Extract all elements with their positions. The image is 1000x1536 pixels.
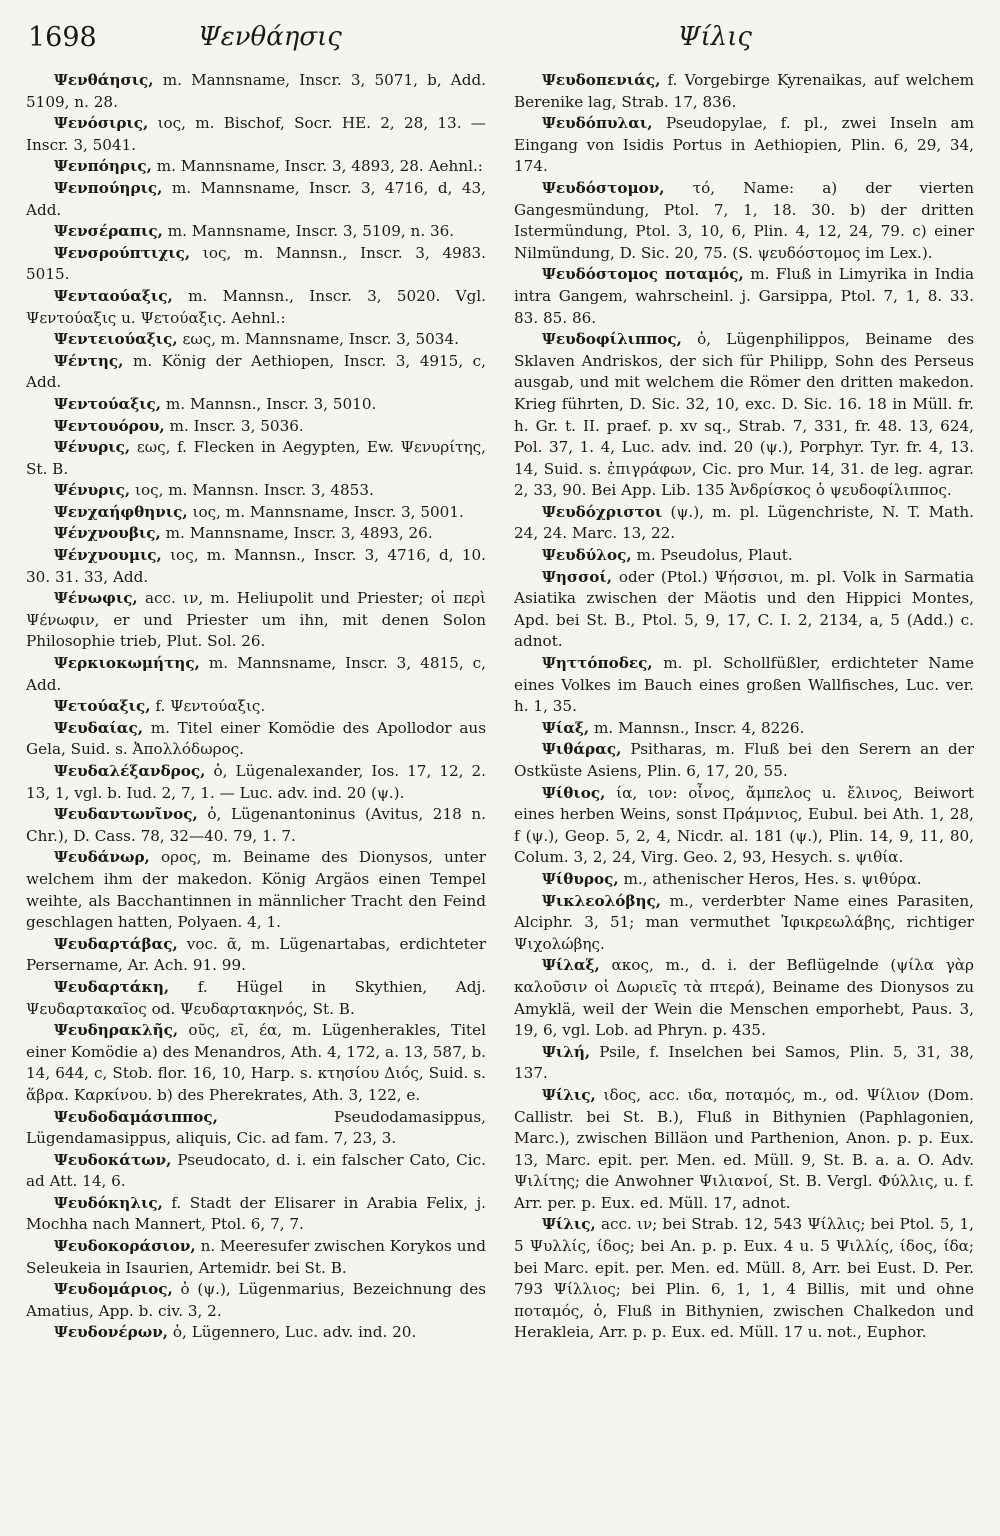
- dictionary-entry: [26, 243, 486, 286]
- entry-text: ιος, m. Bischof, Socr. HE. 2, 28, 13. — Inscr. 3, 5041.: [26, 114, 486, 154]
- dictionary-entry: [514, 955, 974, 1041]
- entry-headword: Ψευδύλος,: [542, 546, 632, 565]
- dictionary-entry: [514, 869, 974, 891]
- entry-headword: Ψερκιοκωμήτης,: [54, 654, 200, 673]
- entry-text: εως, f. Flecken in Aegypten, Ew. Ψενυρίτης, St. B.: [26, 438, 486, 478]
- entry-headword: Ψευδοδαμάσιππος,: [54, 1107, 218, 1126]
- entry-text: f. Hügel in Skythien, Adj. Ψευδαρτακαῖος od. Ψευδαρτακηνός, St. B.: [26, 977, 486, 1018]
- dictionary-entry: [26, 696, 486, 718]
- right-column: [514, 70, 974, 1528]
- left-running-headword: Ψενθάησις: [198, 22, 342, 52]
- dictionary-entry: [26, 156, 486, 178]
- entry-text: m. Mannsname, Inscr. 3, 4893, 28. Aehnl.:: [156, 157, 483, 176]
- dictionary-entry: [26, 70, 486, 113]
- dictionary-entry: [26, 221, 486, 243]
- dictionary-entry: [26, 178, 486, 221]
- entry-text: m. Mannsname, Inscr. 3, 4893, 26.: [165, 524, 433, 543]
- entry-headword: Ψίαξ,: [542, 718, 590, 737]
- entry-text: acc. ιν, m. Heliupolit und Priester; οἱ περὶ Ψένωφιν, er und Priester um ihn, mit denen Solon Philosophie trieb, Plut. Sol. 26.: [26, 589, 486, 651]
- dictionary-entry: [26, 329, 486, 351]
- entry-text: τό, Name: a) der vierten Gangesmündung, Ptol. 7, 1, 18. 30. b) der dritten Istermündung, Ptol. 3, 10, 6, Plin. 4, 12, 24, 79. c) einer Nilmündung, D. Sic. 20, 75. (S. ψευδόστομος im Lex.).: [514, 178, 974, 262]
- entry-headword: Ψευδαίας,: [54, 718, 144, 737]
- entry-text: ιος, m. Mannsname, Inscr. 3, 5001.: [192, 502, 464, 521]
- entry-text: ιος, m. Mannsn., Inscr. 3, 4716, d, 10. 30. 31. 33, Add.: [26, 546, 486, 586]
- entry-text: m., verderbter Name eines Parasiten, Alciphr. 3, 51; man vermuthet Ἰφικρεωλάβης, richtiger Ψιχολώβης.: [514, 891, 974, 953]
- dictionary-entry: [514, 264, 974, 329]
- dictionary-entry: [26, 545, 486, 588]
- entry-text: Pseudopylae, f. pl., zwei Inseln am Eingang von Isidis Portus in Aethiopien, Plin. 6, 29, 34, 174.: [514, 114, 974, 176]
- entry-text: m. Mannsname, Inscr. 3, 4815, c, Add.: [26, 654, 486, 694]
- dictionary-entry: [26, 1236, 486, 1279]
- entry-headword: Ψίθιος,: [542, 783, 606, 802]
- entry-text: ὁ, Lügenphilippos, Beiname des Sklaven Andriskos, der sich für Philipp, Sohn des Perseus ausgab, und mit welchem die Römer den dritten makedon. Krieg führten, D. Sic. 32, 10, exc. D. Sic. 16. 18 in Müll. fr. h. Gr. t. II. praef. p. xv sq., Strab. 7, 331, fr. 48. 13, 624, Pol. 37, 1. 4, Luc. adv. ind. 20 (ψ.), Porphyr. Tyr. fr. 4, 13. 14, Suid. s. ἐπιγράφων, Cic. pro Mur. 14, 31. de leg. agrar. 2, 33, 90. Bei App. Lib. 135 Ἀνδρίσκος ὁ ψευδοφίλιππος.: [514, 330, 974, 500]
- dictionary-entry: [514, 653, 974, 718]
- dictionary-entry: [514, 1085, 974, 1215]
- entry-headword: Ψησσοί,: [542, 567, 613, 586]
- entry-headword: Ψεντουόρου,: [54, 416, 165, 435]
- entry-text: ὁ, Lügennero, Luc. adv. ind. 20.: [172, 1323, 417, 1342]
- entry-headword: Ψευδόχριστοι: [542, 502, 663, 521]
- entry-text: οῦς, εῖ, έα, m. Lügenherakles, Titel einer Komödie a) des Menandros, Ath. 4, 172, a. 13, 587, b. 14, 644, c, Stob. flor. 16, 10, Harp. s. κτησίου Διός, Suid. s. ἅβρα. Καρκίνου. b) des Pherekrates, Ath. 3, 122, e.: [26, 1021, 486, 1104]
- dictionary-entry: [26, 934, 486, 977]
- dictionary-entry: [26, 761, 486, 804]
- entry-headword: Ψετούαξις,: [54, 697, 151, 716]
- entry-text: ορος, m. Beiname des Dionysos, unter welchem ihm der makedon. König Argäos einen Tempel weihte, als Bacchantinnen in männlicher Tracht den Feind geschlagen hatten, Polyaen. 4, 1.: [26, 848, 486, 932]
- entry-headword: Ψευδόπυλαι,: [542, 114, 653, 133]
- entry-headword: Ψενθάησις,: [54, 71, 154, 89]
- entry-headword: Ψιλή,: [542, 1042, 591, 1061]
- entry-headword: Ψευδάνωρ,: [54, 848, 150, 867]
- dictionary-entry: [26, 1150, 486, 1193]
- entry-headword: Ψίθυρος,: [542, 869, 619, 888]
- dictionary-entry: [514, 739, 974, 782]
- entry-headword: Ψένχνουβις,: [54, 524, 161, 543]
- entry-headword: Ψενχαήφθηνις,: [54, 502, 188, 521]
- entry-text: m. Pseudolus, Plaut.: [636, 546, 793, 565]
- entry-text: f. Ψεντούαξις.: [155, 697, 266, 716]
- entry-text: m. Mannsn., Inscr. 4, 8226.: [594, 718, 805, 737]
- entry-text: ακος, m., d. i. der Beflügelnde (ψίλα γὰρ καλοῦσιν οἱ Δωριεῖς τὰ πτερά), Beiname des Dionysos zu Amyklä, weil der Wein die Menschen emporhebt, Paus. 3, 19, 6, vgl. Lob. ad Phryn. p. 435.: [514, 956, 974, 1040]
- page-number: 1698: [28, 22, 97, 53]
- entry-headword: Ψευδόκηλις,: [54, 1193, 163, 1212]
- entry-headword: Ψίλαξ,: [542, 956, 600, 975]
- dictionary-entry: [26, 502, 486, 524]
- entry-headword: Ψένωφις,: [54, 589, 138, 608]
- entry-text: m., athenischer Heros, Hes. s. ψιθύρα.: [623, 869, 922, 888]
- dictionary-entry: [514, 783, 974, 869]
- dictionary-entry: [514, 1042, 974, 1085]
- entry-text: m. Mannsname, Inscr. 3, 4716, d, 43, Add.: [26, 178, 486, 219]
- entry-headword: Ψεντούαξις,: [54, 394, 162, 413]
- entry-text: Psitharas, m. Fluß bei den Serern an der Ostküste Asiens, Plin. 6, 17, 20, 55.: [514, 740, 974, 780]
- entry-headword: Ψευδοφίλιππος,: [542, 330, 682, 349]
- entry-text: m. Mannsname, Inscr. 3, 5071, b, Add. 5109, n. 28.: [26, 71, 486, 111]
- entry-headword: Ψενπόηρις,: [54, 157, 152, 176]
- dictionary-entry: [26, 1322, 486, 1344]
- entry-headword: Ψένυρις,: [54, 438, 131, 457]
- entry-headword: Ψευδοπενιάς,: [542, 71, 661, 89]
- entry-text: ιος, m. Mannsn. Inscr. 3, 4853.: [135, 481, 374, 500]
- entry-text: oder (Ptol.) Ψήσσιοι, m. pl. Volk in Sarmatia Asiatika zwischen der Mäotis und den Hippici Montes, Apd. bei St. B., Ptol. 5, 9, 17, C. I. 2, 2134, a, 5 (Add.) c. adnot.: [514, 567, 974, 651]
- dictionary-entry: [26, 1107, 486, 1150]
- dictionary-entry: [26, 1020, 486, 1106]
- dictionary-entry: [26, 847, 486, 933]
- entry-headword: Ψενπούηρις,: [54, 178, 163, 197]
- entry-text: ὁ, Lügenalexander, Ios. 17, 12, 2. 13, 1, vgl. b. Iud. 2, 7, 1. — Luc. adv. ind. 20 (ψ.).: [26, 762, 486, 802]
- entry-text: m. Mannsn., Inscr. 3, 5010.: [165, 394, 377, 413]
- left-column: [26, 70, 486, 1528]
- entry-text: f. Stadt der Elisarer in Arabia Felix, j. Mochha nach Mannert, Ptol. 6, 7, 7.: [26, 1193, 486, 1234]
- dictionary-entry: [514, 502, 974, 545]
- entry-text: n. Meeresufer zwischen Korykos und Seleukeia in Isaurien, Artemidr. bei St. B.: [26, 1237, 486, 1277]
- entry-text: voc. ᾶ, m. Lügenartabas, erdichteter Persername, Ar. Ach. 91. 99.: [26, 934, 486, 975]
- dictionary-entry: [514, 718, 974, 740]
- entry-headword: Ψικλεολόβης,: [542, 891, 662, 910]
- page-header: [28, 18, 972, 62]
- entry-headword: Ψέντης,: [54, 351, 124, 370]
- entry-headword: Ψενσέραπις,: [54, 222, 163, 241]
- dictionary-entry: [26, 416, 486, 438]
- dictionary-entry: [514, 329, 974, 502]
- entry-text: ιδος, acc. ιδα, ποταμός, m., od. Ψίλιον (Dom. Callistr. bei St. B.), Fluß in Bithynien (Paphlagonien, Marc.), zwischen Billäon und Parthenion, Anon. p. p. Eux. 13, Marc. epit. per. Men. ed. Müll. 9, St. B. a. a. O. Adv. Ψιλίτης; die Anwohner Ψιλιανοί, St. B. Vergl. Φύλλις, u. f. Arr. per. p. Eux. ed. Müll. 17, adnot.: [514, 1085, 974, 1212]
- entry-text: m. Mannsname, Inscr. 3, 5109, n. 36.: [167, 222, 455, 241]
- entry-text: m. König der Aethiopen, Inscr. 3, 4915, c, Add.: [26, 351, 486, 392]
- entry-headword: Ψίλις,: [542, 1085, 596, 1104]
- entry-text: (ψ.), m. pl. Lügenchriste, N. T. Math. 24, 24. Marc. 13, 22.: [514, 502, 974, 543]
- entry-text: acc. ιν; bei Strab. 12, 543 Ψίλλις; bei Ptol. 5, 1, 5 Ψυλλίς, ίδος; bei An. p. p. Eux. 4 u. 5 Ψιλλίς, ίδος, ίδα; bei Marc. epit. per. Men. ed. Müll. 8, Arr. bei Eust. D. Per. 793 Ψίλλιος; bei Plin. 6, 1, 1, 4 Billis, mit und ohne ποταμός, ὁ, Fluß in Bithynien, zwischen Chalkedon und Herakleia, Arr. p. p. Eux. ed. Müll. 17 u. not., Euphor.: [514, 1215, 974, 1342]
- entry-text: m. Inscr. 3, 5036.: [169, 416, 304, 435]
- entry-text: m. Mannsn., Inscr. 3, 5020. Vgl. Ψεντούαξις u. Ψετούαξις. Aehnl.:: [26, 286, 486, 327]
- entry-headword: Ψευδομάριος,: [54, 1280, 173, 1299]
- entry-headword: Ψευδοκάτων,: [54, 1150, 172, 1169]
- entry-text: ιος, m. Mannsn., Inscr. 3, 4983. 5015.: [26, 243, 486, 284]
- dictionary-entry: [514, 178, 974, 264]
- dictionary-entry: [514, 891, 974, 956]
- dictionary-entry: [26, 588, 486, 653]
- entry-headword: Ψευδαλέξανδρος,: [54, 762, 206, 780]
- entry-text: m. Titel einer Komödie des Apollodor aus Gela, Suid. s. Ἀπολλόδωρος.: [26, 718, 486, 759]
- entry-headword: Ψευδαντωνῖνος,: [54, 805, 198, 824]
- entry-headword: Ψευδόστομος ποταμός,: [542, 265, 744, 284]
- dictionary-entry: [26, 286, 486, 329]
- entry-headword: Ψευδονέρων,: [54, 1323, 169, 1342]
- dictionary-entry: [514, 113, 974, 178]
- dictionary-entry: [26, 977, 486, 1020]
- dictionary-entry: [26, 1279, 486, 1322]
- entry-headword: Ψένχνουμις,: [54, 546, 162, 565]
- entry-text: f. Vorgebirge Kyrenaikas, auf welchem Berenike lag, Strab. 17, 836.: [514, 71, 974, 111]
- entry-text: Pseudodamasippus, Lügendamasippus, aliquis, Cic. ad fam. 7, 23, 3.: [26, 1107, 486, 1148]
- right-running-headword: Ψίλις: [677, 22, 752, 52]
- dictionary-entry: [26, 394, 486, 416]
- entry-headword: Ψευδαρτάκη,: [54, 977, 170, 996]
- entry-text: m. pl. Schollfüßler, erdichteter Name eines Volkes im Bauch eines großen Wallfisches, Luc. ver. h. 1, 35.: [514, 654, 974, 716]
- dictionary-entry: [26, 523, 486, 545]
- dictionary-entry: [26, 113, 486, 156]
- dictionary-entry: [26, 480, 486, 502]
- entry-headword: Ψευδοκοράσιον,: [54, 1237, 196, 1256]
- dictionary-entry: [514, 545, 974, 567]
- dictionary-entry: [514, 1214, 974, 1344]
- entry-text: ία, ιον: οἶνος, ἄμπελος u. ἔλινος, Beiwort eines herben Weins, sonst Πράμνιος, Eubul. bei Ath. 1, 28, f (ψ.), Geop. 5, 2, 4, Nicdr. al. 181 (ψ.), Plin. 14, 9, 11, 80, Colum. 3, 2, 24, Virg. Geo. 2, 93, Hesych. s. ψιθία.: [514, 783, 974, 867]
- dictionary-entry: [514, 567, 974, 653]
- dictionary-entry: [514, 70, 974, 113]
- entry-headword: Ψεντειούαξις,: [54, 330, 178, 349]
- dictionary-entry: [26, 718, 486, 761]
- dictionary-entry: [26, 1193, 486, 1236]
- dictionary-entry: [26, 351, 486, 394]
- entry-headword: Ψενταούαξις,: [54, 286, 173, 305]
- dictionary-entry: [26, 437, 486, 480]
- entry-text: m. Fluß in Limyrika in India intra Gangem, wahrscheinl. j. Garsippa, Ptol. 7, 1, 8. 33. 83. 85. 86.: [514, 265, 974, 327]
- entry-headword: Ψίλις,: [542, 1215, 596, 1234]
- entry-text: Pseudocato, d. i. ein falscher Cato, Cic. ad Att. 14, 6.: [26, 1150, 486, 1191]
- entry-text: ὁ, Lügenantoninus (Avitus, 218 n. Chr.), D. Cass. 78, 32—40. 79, 1. 7.: [26, 805, 486, 845]
- entry-text: Psile, f. Inselchen bei Samos, Plin. 5, 31, 38, 137.: [514, 1042, 974, 1083]
- entry-headword: Ψευδαρτάβας,: [54, 934, 178, 953]
- entry-headword: Ψενσρούπτιχις,: [54, 243, 191, 262]
- entry-text: εως, m. Mannsname, Inscr. 3, 5034.: [182, 330, 459, 349]
- entry-headword: Ψηττόποδες,: [542, 654, 653, 673]
- entry-text: ὁ (ψ.), Lügenmarius, Bezeichnung des Amatius, App. b. civ. 3, 2.: [26, 1280, 486, 1320]
- dictionary-entry: [26, 804, 486, 847]
- entry-headword: Ψένυρις,: [54, 481, 131, 500]
- entry-headword: Ψευδόστομον,: [542, 178, 665, 197]
- entry-headword: Ψευδηρακλῆς,: [54, 1021, 179, 1040]
- dictionary-entry: [26, 653, 486, 696]
- entry-headword: Ψιθάρας,: [542, 740, 622, 759]
- entry-headword: Ψενόσιρις,: [54, 114, 149, 133]
